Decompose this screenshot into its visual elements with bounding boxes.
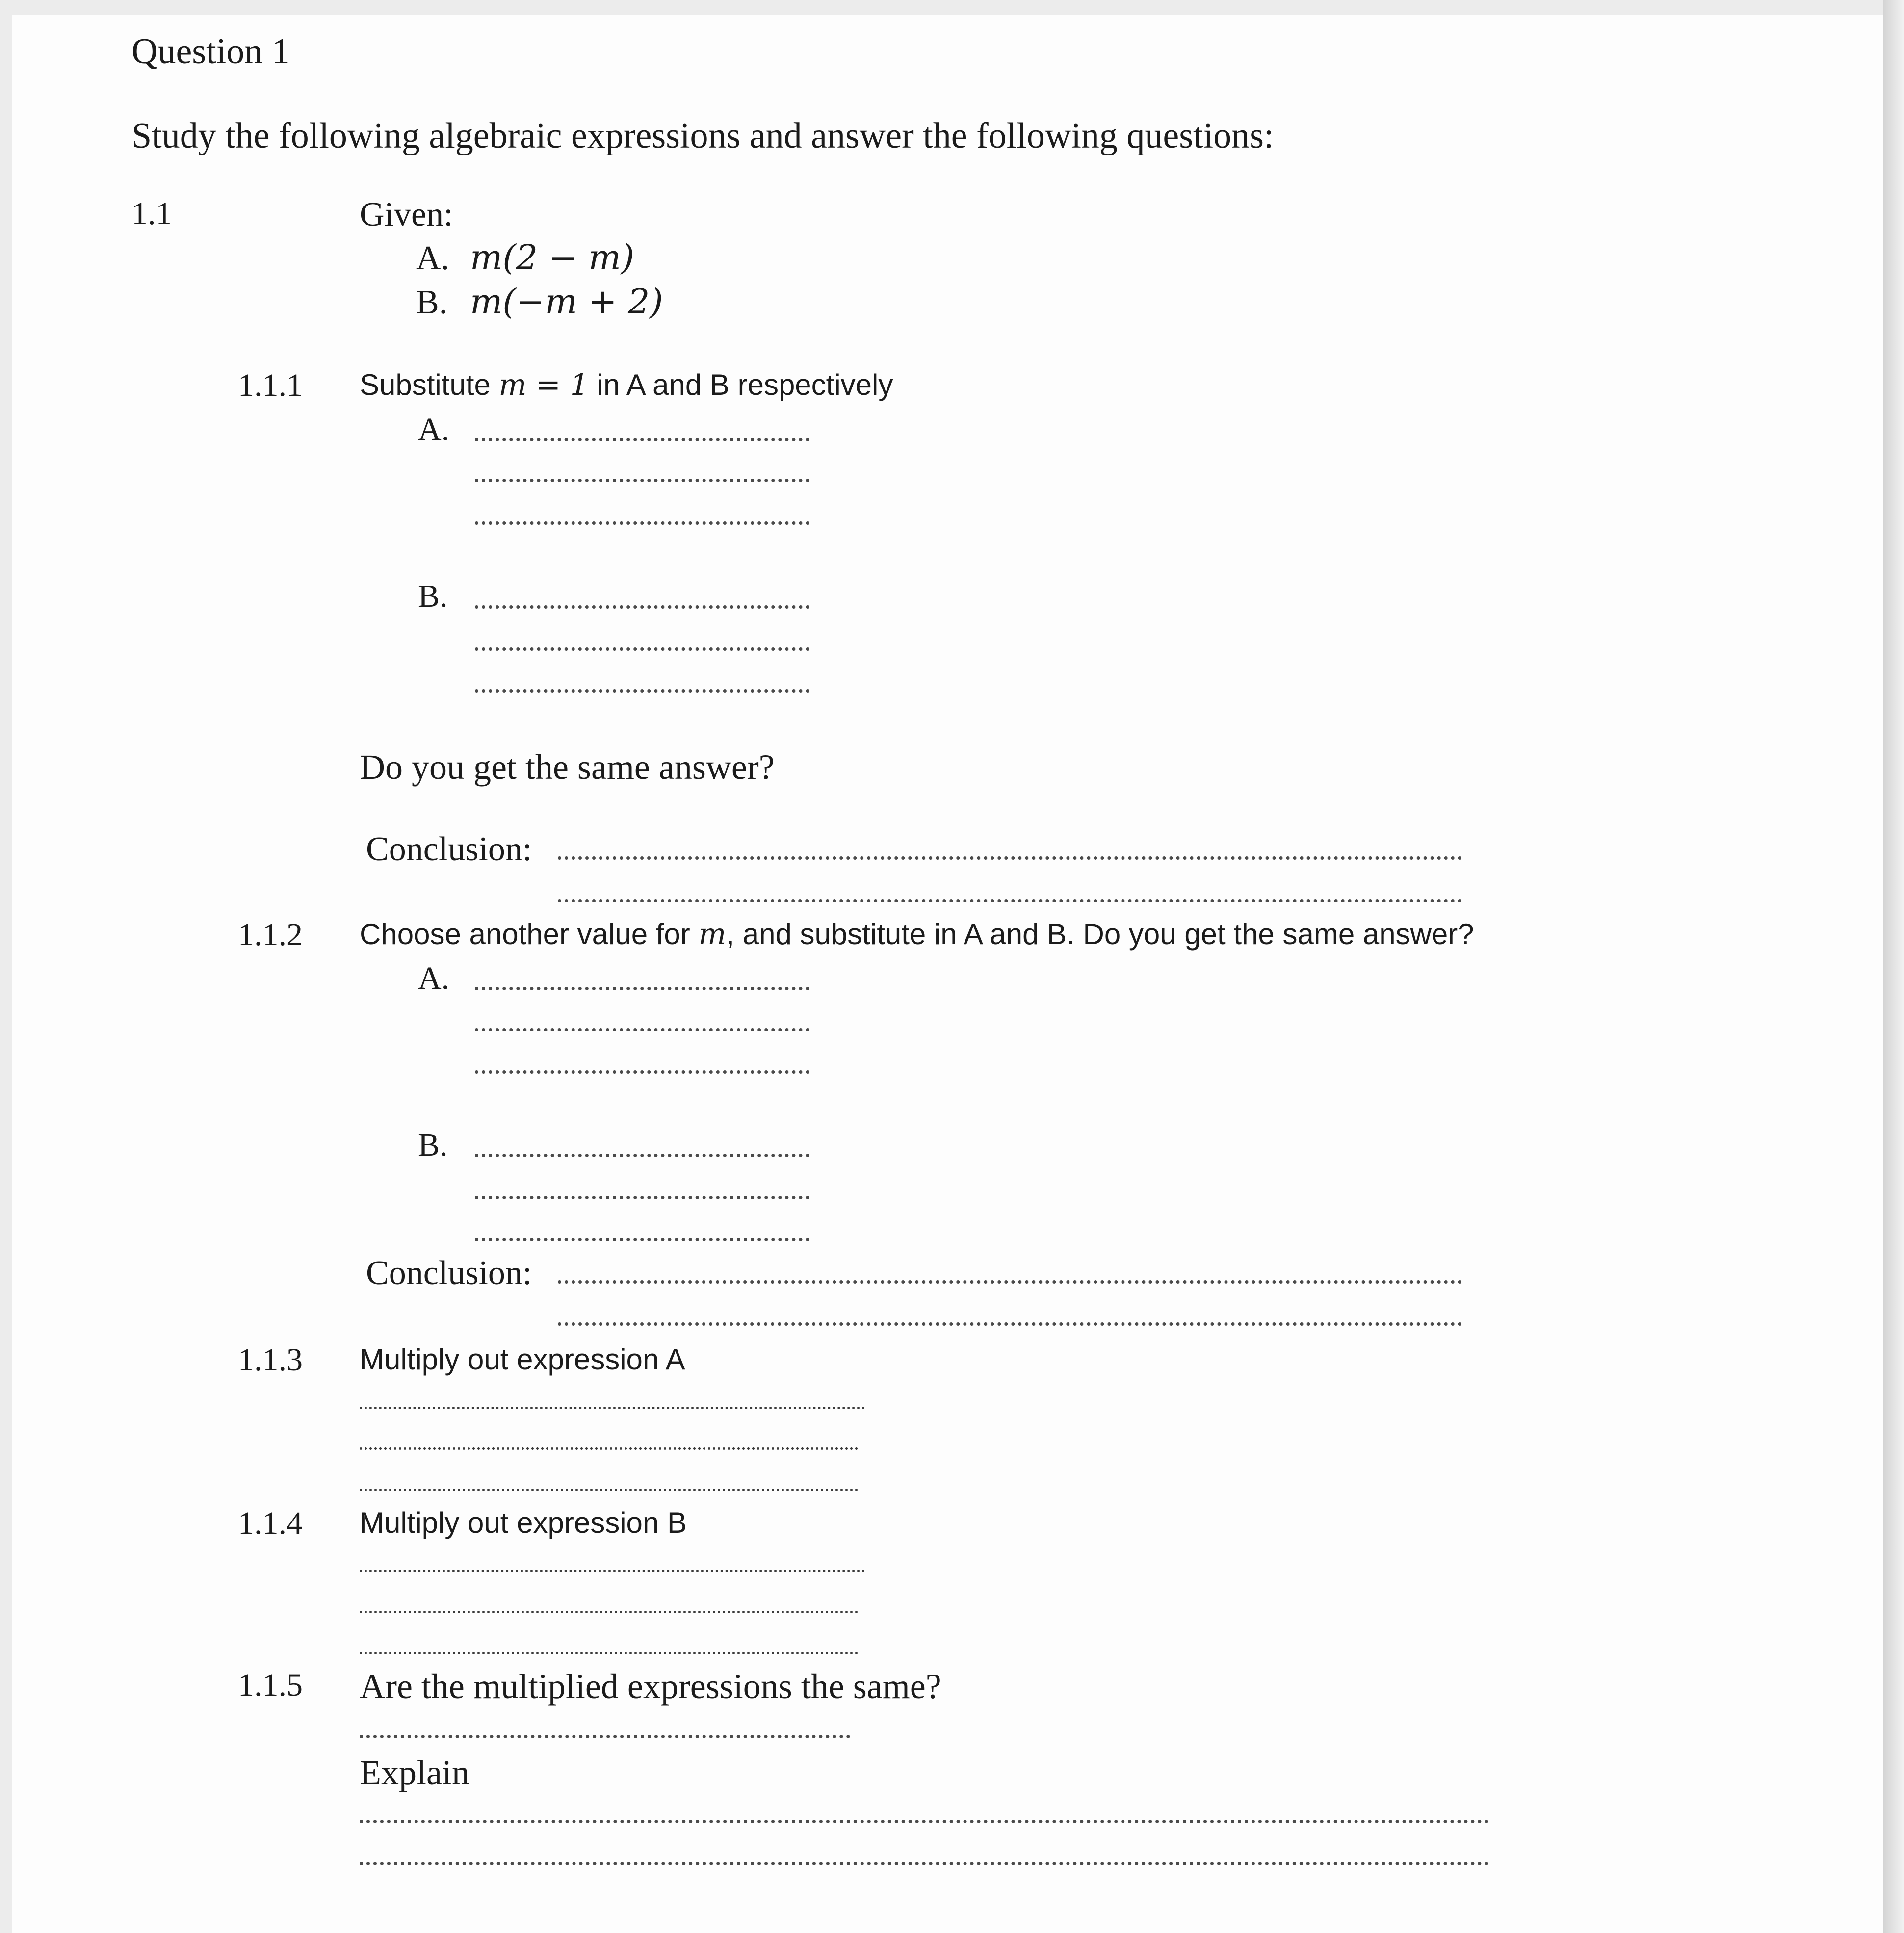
answer-line[interactable] (475, 521, 809, 525)
question-number-1-1-5: 1.1.5 (238, 1667, 303, 1703)
question-1-1-2-text: Choose another value for m, and substitute in A and B. Do you get the same answer? (360, 917, 1474, 952)
question-number-1-1-4: 1.1.4 (238, 1505, 303, 1541)
conclusion-line[interactable] (558, 899, 1462, 902)
answer-label-a: A. (418, 412, 450, 447)
answer-line[interactable] (475, 479, 809, 482)
answer-line[interactable] (475, 1238, 809, 1241)
document-page (12, 15, 1883, 1933)
expression-a: m(2 − m) (470, 237, 635, 278)
explain-line[interactable] (360, 1862, 1489, 1865)
expression-b-label: B. (416, 284, 448, 321)
conclusion-line[interactable] (558, 1322, 1462, 1326)
question-number-1-1-3: 1.1.3 (238, 1342, 303, 1378)
question-1-1-1-text: Substitute m = 1 in A and B respectively (360, 368, 893, 402)
expression-b: m(−m + 2) (470, 282, 663, 322)
answer-line[interactable] (360, 1570, 865, 1572)
answer-line[interactable] (475, 647, 809, 651)
answer-line[interactable] (475, 605, 809, 609)
explain-line[interactable] (360, 1820, 1489, 1823)
conclusion-line[interactable] (558, 1280, 1462, 1284)
answer-line[interactable] (360, 1447, 858, 1450)
question-number-1-1-1: 1.1.1 (238, 367, 303, 403)
given-label: Given: (360, 196, 453, 233)
conclusion-line[interactable] (558, 856, 1462, 860)
answer-line[interactable] (360, 1489, 858, 1491)
question-1-1-4-text: Multiply out expression B (360, 1506, 687, 1539)
answer-line[interactable] (360, 1652, 858, 1654)
answer-line[interactable] (475, 1154, 809, 1157)
answer-label-b: B. (418, 1127, 448, 1163)
answer-line[interactable] (360, 1407, 865, 1409)
question-title: Question 1 (131, 31, 290, 72)
question-1-1-3-text: Multiply out expression A (360, 1343, 685, 1376)
question-intro: Study the following algebraic expressions and answer the following questions: (131, 116, 1274, 156)
question-1-1-5-text: Are the multiplied expressions the same? (360, 1667, 941, 1706)
answer-line[interactable] (360, 1611, 858, 1613)
answer-line[interactable] (475, 438, 809, 441)
answer-line[interactable] (475, 1196, 809, 1199)
question-number-1-1-2: 1.1.2 (238, 917, 303, 953)
conclusion-label: Conclusion: (366, 1254, 532, 1292)
answer-label-a: A. (418, 960, 450, 996)
question-number-1-1: 1.1 (131, 196, 172, 232)
explain-label: Explain (360, 1753, 469, 1792)
answer-line[interactable] (475, 689, 809, 693)
expression-a-label: A. (416, 239, 450, 277)
conclusion-label: Conclusion: (366, 830, 532, 868)
page-edge-shadow (1883, 0, 1904, 1933)
same-answer-question: Do you get the same answer? (360, 747, 775, 787)
answer-line[interactable] (360, 1735, 850, 1738)
answer-line[interactable] (475, 1070, 809, 1074)
answer-label-b: B. (418, 578, 448, 614)
answer-line[interactable] (475, 987, 809, 990)
answer-line[interactable] (475, 1028, 809, 1031)
